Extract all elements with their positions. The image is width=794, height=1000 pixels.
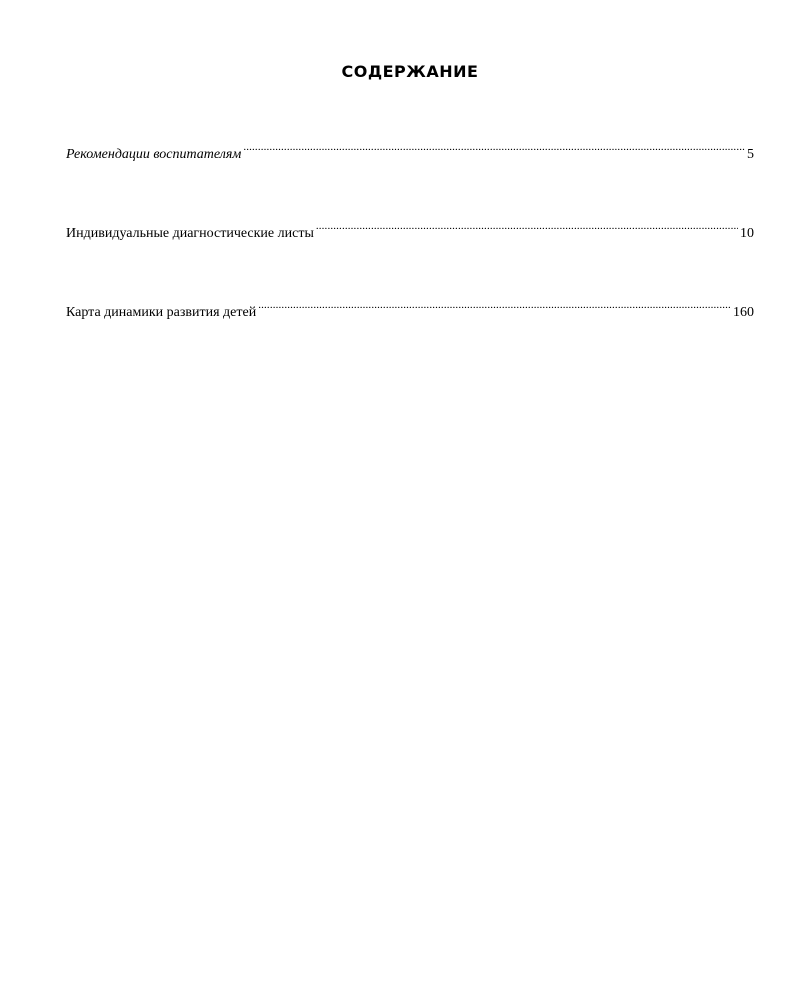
toc-entry[interactable] bbox=[66, 140, 754, 164]
toc-entry-label: Карта динамики развития детей bbox=[66, 305, 257, 320]
toc-page-number: 5 bbox=[747, 147, 754, 162]
toc-dot-leader bbox=[258, 298, 731, 316]
toc-entry-label: Рекомендации воспитателям bbox=[66, 147, 242, 162]
toc-dot-leader bbox=[316, 219, 738, 237]
toc-dot-leader bbox=[243, 140, 745, 158]
page-title: СОДЕРЖАНИЕ bbox=[341, 62, 479, 81]
toc-entry-label: Индивидуальные диагностические листы bbox=[66, 226, 314, 241]
toc-page-number: 10 bbox=[740, 226, 754, 241]
toc-entry[interactable] bbox=[66, 219, 754, 243]
toc-entry[interactable] bbox=[66, 298, 754, 322]
toc-page-number: 160 bbox=[733, 305, 754, 320]
